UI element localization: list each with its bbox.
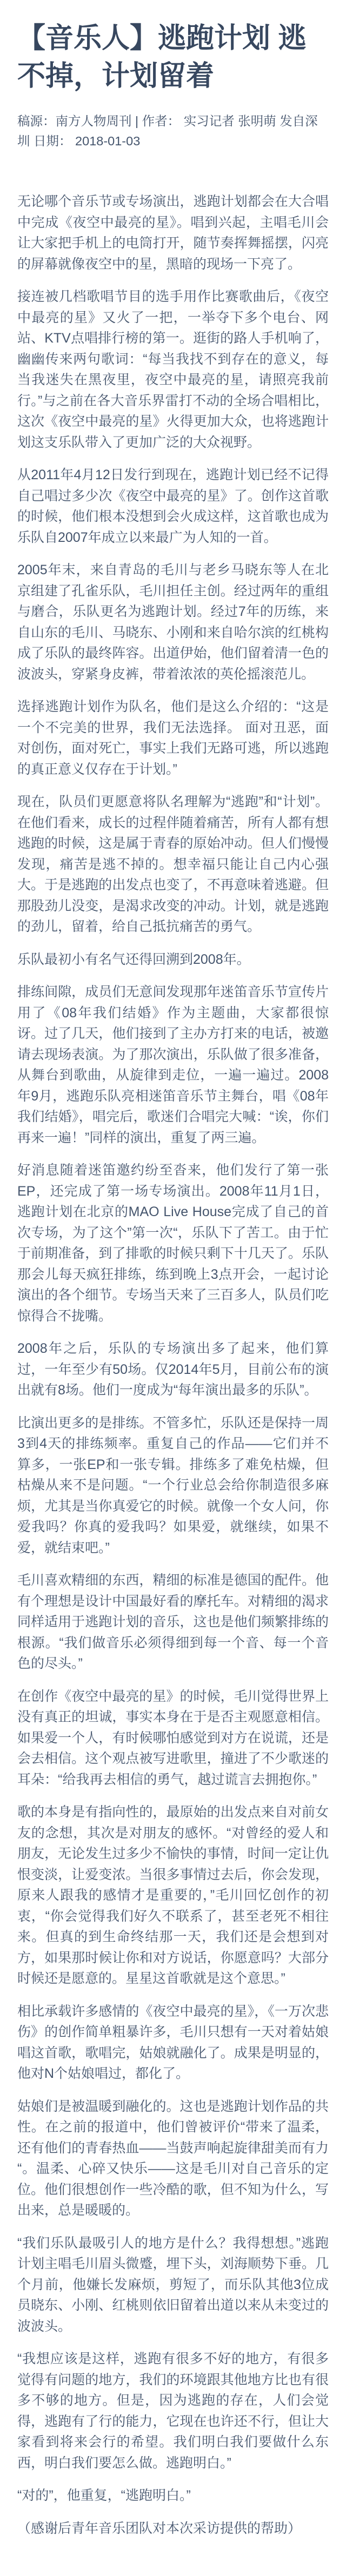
paragraph: 姑娘们是被温暖到融化的。这也是逃跑计划作品的共性。在之前的报道中，他们曾被评价“带来了温柔，还有他们的青春热血——当鼓声响起旋律甜美而有力“。温柔、心碎又快乐——这是毛川对自己音乐的定位。他们很想创作一些冷酷的歌，但不知为什么，写出来，总是暖暖的。 bbox=[17, 2098, 329, 2218]
paragraph: “对的”，他重复，“逃跑明白。” bbox=[17, 2488, 191, 2503]
article-body bbox=[17, 191, 329, 2539]
paragraph: 2005年末，来自青岛的毛川与老乡马晓东等人在北京组建了孔雀乐队，毛川担任主创。经过两年的重组与磨合，乐队更名为逃跑计划。经过7年的历练，来自山东的毛川、马晓东、小刚和来自哈尔滨的红桃构成了乐队的最终阵容。出道伊始，他们留着清一色的波波头，穿紧身皮裤，带着浓浓的英伦摇滚范儿。 bbox=[17, 562, 329, 682]
paragraph: 毛川喜欢精细的东西，精细的标准是德国的配件。他有个理想是设计中国最好看的摩托车。对精细的渴求同样适用于逃跑计划的音乐，这也是他们频繁排练的根源。“我们做音乐必须得细到每一个音、每一个音色的尽头。” bbox=[17, 1573, 329, 1671]
paragraph: 无论哪个音乐节或专场演出，逃跑计划都会在大合唱中完成《夜空中最亮的星》。唱到兴起，主唱毛川会让大家把手机上的电筒打开，随节奏挥舞摇摆，闪亮的屏幕就像夜空中的星，黑暗的现场一下亮了。 bbox=[17, 194, 329, 272]
paragraph: 比演出更多的是排练。不管多忙，乐队还是保持一周3到4天的排练频率。重复自己的作品——它们并不算多，一张EP和一张专辑。排练多了难免枯燥，但枯燥从来不是问题。“一个行业总会给你制造很多麻烦，尤其是当你真爱它的时候。就像一个女人问，你爱我吗？你真的爱我吗？如果爱，就继续，如果不爱，就结束吧。” bbox=[17, 1415, 329, 1555]
paragraph: 现在，队员们更愿意将队名理解为“逃跑”和“计划”。在他们看来，成长的过程伴随着痛苦，所有人都有想逃跑的时候，这是属于青春的原始冲动。但人们慢慢发现，痛苦是逃不掉的。想幸福只能让自己内心强大。于是逃跑的出发点也变了，不再意味着逃避。但那股劲儿没变，是渴求改变的冲动。计划，就是逃跑的劲儿，留着，给自己抵抗痛苦的勇气。 bbox=[17, 794, 329, 934]
paragraph: 接连被几档歌唱节目的选手用作比赛歌曲后，《夜空中最亮的星》又火了一把，一举夺下多个电台、网站、KTV点唱排行榜的第一。逛街的路人手机响了，幽幽传来两句歌词：“每当我找不到存在的意义，每当我迷失在黑夜里，夜空中最亮的星，请照亮我前行。”与之前在各大音乐界雷打不动的全场合唱相比，这次《夜空中最亮的星》火得更加大众，也将逃跑计划这支乐队带入了更加广泛的大众视野。 bbox=[17, 289, 329, 450]
paragraph: “我们乐队最吸引人的地方是什么？我得想想。”逃跑计划主唱毛川眉头微蹙，埋下头，刘海顺势下垂。几个月前，他嫌长发麻烦，剪短了，而乐队其他3位成员晓东、小刚、红桃则依旧留着出道以来从未变过的波波头。 bbox=[17, 2235, 329, 2334]
byline: 稿源：南方人物周刊 | 作者： 实习记者 张明萌 发自深圳 日期： 2018-01-03 bbox=[17, 114, 318, 148]
paragraph: 排练间隙，成员们无意间发现那年迷笛音乐节宣传片用了《08年我们结婚》作为主题曲，大家都很惊讶。过了几天，他们接到了主办方打来的电话，被邀请去现场表演。为了那次演出，乐队做了很多准备，从舞台到歌曲，从旋律到走位，一遍一遍过。2008年9月，逃跑乐队亮相迷笛音乐节主舞台，唱《08年我们结婚》，唱完后，歌迷们合唱完大喊：“诶，你们再来一遍！”同样的演出，重复了两三遍。 bbox=[17, 984, 329, 1145]
paragraph: 2008年之后，乐队的专场演出多了起来，他们算过，一年至少有50场。仅2014年5月，目前公布的演出就有8场。他们一度成为“每年演出最多的乐队”。 bbox=[17, 1341, 329, 1398]
paragraph: （感谢后青年音乐团队对本次采访提供的帮助） bbox=[17, 2520, 302, 2536]
paragraph: 选择逃跑计划作为队名，他们是这么介绍的：“这是一个不完美的世界，我们无法选择。 面对丑恶，面对创伤，面对死亡，事实上我们无路可逃，所以逃跑的真正意义仅存在于计划。” bbox=[17, 699, 329, 777]
page-title: 【音乐人】逃跑计划 逃不掉，计划留着 bbox=[17, 23, 307, 92]
paragraph: 歌的本身是有指向性的，最原始的出发点来自对前女友的念想，其次是对朋友的感怀。“对曾经的爱人和朋友，无论发生过多少不愉快的事情，时间一定让仇恨变淡，让爱变浓。当很多事情过去后，你会发现，原来人跟我的感情才是重要的，”毛川回忆创作的初衷，“你会觉得我们好久不联系了，甚至老死不相往来。但真的到生命终结那一天，我们还是会想到对方，如果那时候让你和对方说话，你愿意吗？大部分时候还是愿意的。星星这首歌就是这个意思。” bbox=[17, 1804, 329, 1986]
paragraph: 乐队最初小有名气还得回溯到2008年。 bbox=[17, 951, 250, 967]
paragraph: 相比承载许多感情的《夜空中最亮的星》，《一万次悲伤》的创作简单粗暴许多，毛川只想有一天对着姑娘唱这首歌，歌唱完，姑娘就融化了。成果是明显的，他对N个姑娘唱过，都化了。 bbox=[17, 2003, 329, 2081]
paragraph: 在创作《夜空中最亮的星》的时候，毛川觉得世界上没有真正的坦诚，事实本身在于是否主观愿意相信。如果爱一个人，有时候哪怕感觉到对方在说谎，还是会去相信。这个观点被写进歌里，撞进了不少歌迷的耳朵：“给我再去相信的勇气，越过谎言去拥抱你。” bbox=[17, 1688, 329, 1787]
paragraph: “我想应该是这样，逃跑有很多不好的地方，有很多觉得有问题的地方，我们的环境跟其他地方比也有很多不够的地方。但是，因为逃跑的存在，人们会觉得，逃跑有了行的能力，它现在也许还不行，但让大家看到将来会行的希望。我们明白我们要做什么东西，明白我们要怎么做。逃跑明白。” bbox=[17, 2351, 329, 2471]
paragraph: 从2011年4月12日发行到现在，逃跑计划已经不记得自己唱过多少次《夜空中最亮的星》了。创作这首歌的时候，他们根本没想到会火成这样，这首歌也成为乐队自2007年成立以来最广为人知的一首。 bbox=[17, 467, 329, 545]
paragraph: 好消息随着迷笛邀约纷至沓来，他们发行了第一张EP，还完成了第一场专场演出。2008年11月1日，逃跑计划在北京的MAO Live House完成了自己的首次专场，为了这个”第一次“，乐队下了苦工。由于忙于前期准备，到了排歌的时候只剩下十几天了。乐队那会儿每天疯狂排练，练到晚上3点开会，一起讨论演出的各个细节。专场当天来了三百多人，队员们吃惊得合不拢嘴。 bbox=[17, 1163, 329, 1324]
